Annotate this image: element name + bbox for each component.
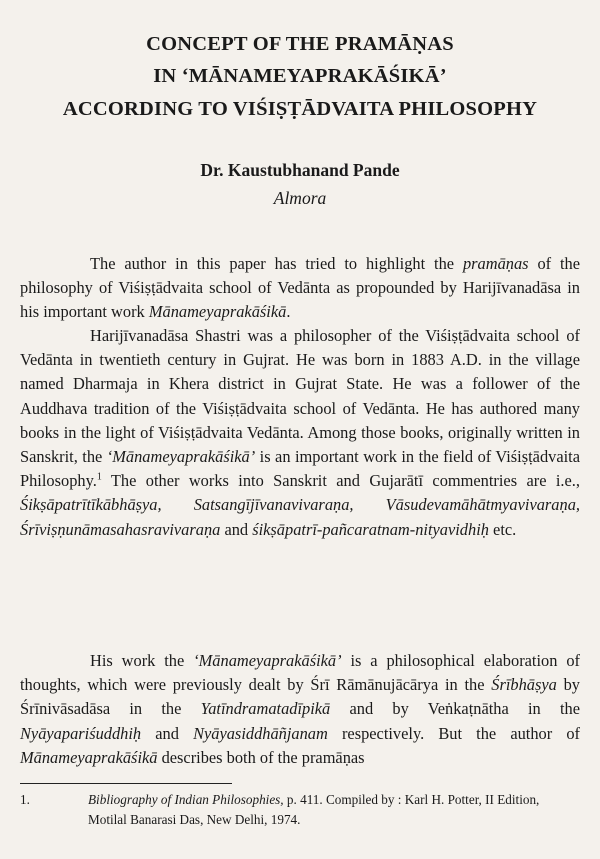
p3-text-i: and (141, 723, 194, 743)
footnote-ref-1[interactable]: 1 (96, 471, 102, 483)
footnote-text (88, 790, 580, 830)
paragraph-2 (20, 324, 580, 542)
author-affiliation: Almora (273, 188, 327, 208)
p1-italic-term: pramāṇas (462, 254, 529, 273)
p2-works-list: Śikṣāpatrītīkābhāṣya, Satsangījīvanavivaraṇa, Vāsudevamāhātmyavivaraṇa, Śrīviṣṇunāmasahasravivaraṇa (20, 495, 580, 539)
p1-text-a: The author in this paper has tried to highlight the (90, 254, 463, 273)
footnote-details: p. 411. Compiled by : Karl H. Potter, II Edition, Motilal Banarasi Das, New Delhi, 1974. (88, 792, 540, 827)
abstract-paragraph (20, 252, 580, 325)
p1-text-c: of the philosophy of Viśiṣṭādvaita school of Vedānta as propounded by Harijīvanadāsa in his important work (20, 254, 581, 322)
footnote-book-title: Bibliography of Indian Philosophies, (88, 792, 284, 807)
p2-work-title-2: śikṣāpatrī-pañcaratnam-nityavidhiḥ (252, 519, 489, 539)
p1-work-title: Mānameyaprakāśikā (148, 302, 287, 322)
p3-work-sribhasya: Śrībhāṣya (491, 675, 557, 695)
paper-title-line-2: IN ‘MĀNAMEYAPRAKĀŚIKĀ’ (153, 65, 447, 87)
footnote-1 (20, 790, 580, 830)
p1-text-e: . (286, 302, 291, 322)
p2-work-title: ‘Mānameyaprakāśikā’ (106, 447, 256, 467)
paper-title-line-1: CONCEPT OF THE PRAMĀṆAS (146, 33, 454, 55)
p2-text-f: and (220, 519, 253, 539)
p2-text-h: etc. (488, 519, 517, 539)
body-paragraph-3 (20, 649, 580, 770)
p3-text-a: His work the (90, 651, 194, 670)
paper-title-line-3: ACCORDING TO VIŚIṢṬĀDVAITA PHILOSOPHY (62, 98, 538, 120)
p2-text-a: Harijīvanadāsa Shastri was a philosopher of the Viśiṣṭādvaita school of Vedānta in twentieth century in Gujrat. He was born in 1883 A.D. in the village named Dharmaja in Khera district in Gujrat State. He was a follower of the Auddhava tradition of the Viśiṣṭādvaita school of Vedānta. He has authored many books in the light of Viśiṣṭādvaita Vedānta. Among those books, originally written in Sanskrit, the (20, 326, 580, 467)
paragraph-3 (20, 649, 580, 770)
footnote-divider (20, 783, 232, 784)
footnote-number: 1. (20, 792, 30, 807)
p3-text-e: by Śrīnivāsadāsa in the (20, 675, 580, 719)
p3-work-nyayasiddhanjanam: Nyāyasiddhāñjanam (193, 723, 328, 743)
paragraph-1 (20, 252, 580, 325)
p3-text-g: and by Veṅkaṭnātha in the (330, 699, 580, 719)
p3-work-title-2: Mānameyaprakāśikā (20, 747, 158, 767)
p3-text-m: describes both of the pramāṇas (157, 747, 365, 767)
author-name: Dr. Kaustubhanand Pande (200, 160, 400, 180)
p2-text-d: The other works into Sanskrit and Gujarātī commentries are i.e., (101, 471, 580, 491)
p3-work-title: ‘Mānameyaprakāśikā’ (193, 651, 342, 670)
p2-text-c: is an important work in the field of Viśiṣṭādvaita Philosophy. (20, 447, 580, 491)
p3-text-k: respectively. But the author of (327, 723, 580, 743)
p3-work-yatindra: Yatīndramatadīpikā (200, 699, 331, 719)
body-paragraph-2 (20, 324, 580, 542)
p3-text-c: is a philosophical elaboration of thoughts, which were previously dealt by Śrī Rāmānujācārya in the (20, 651, 580, 695)
p3-work-nyayaparisuddhi: Nyāyapariśuddhiḥ (20, 723, 142, 743)
